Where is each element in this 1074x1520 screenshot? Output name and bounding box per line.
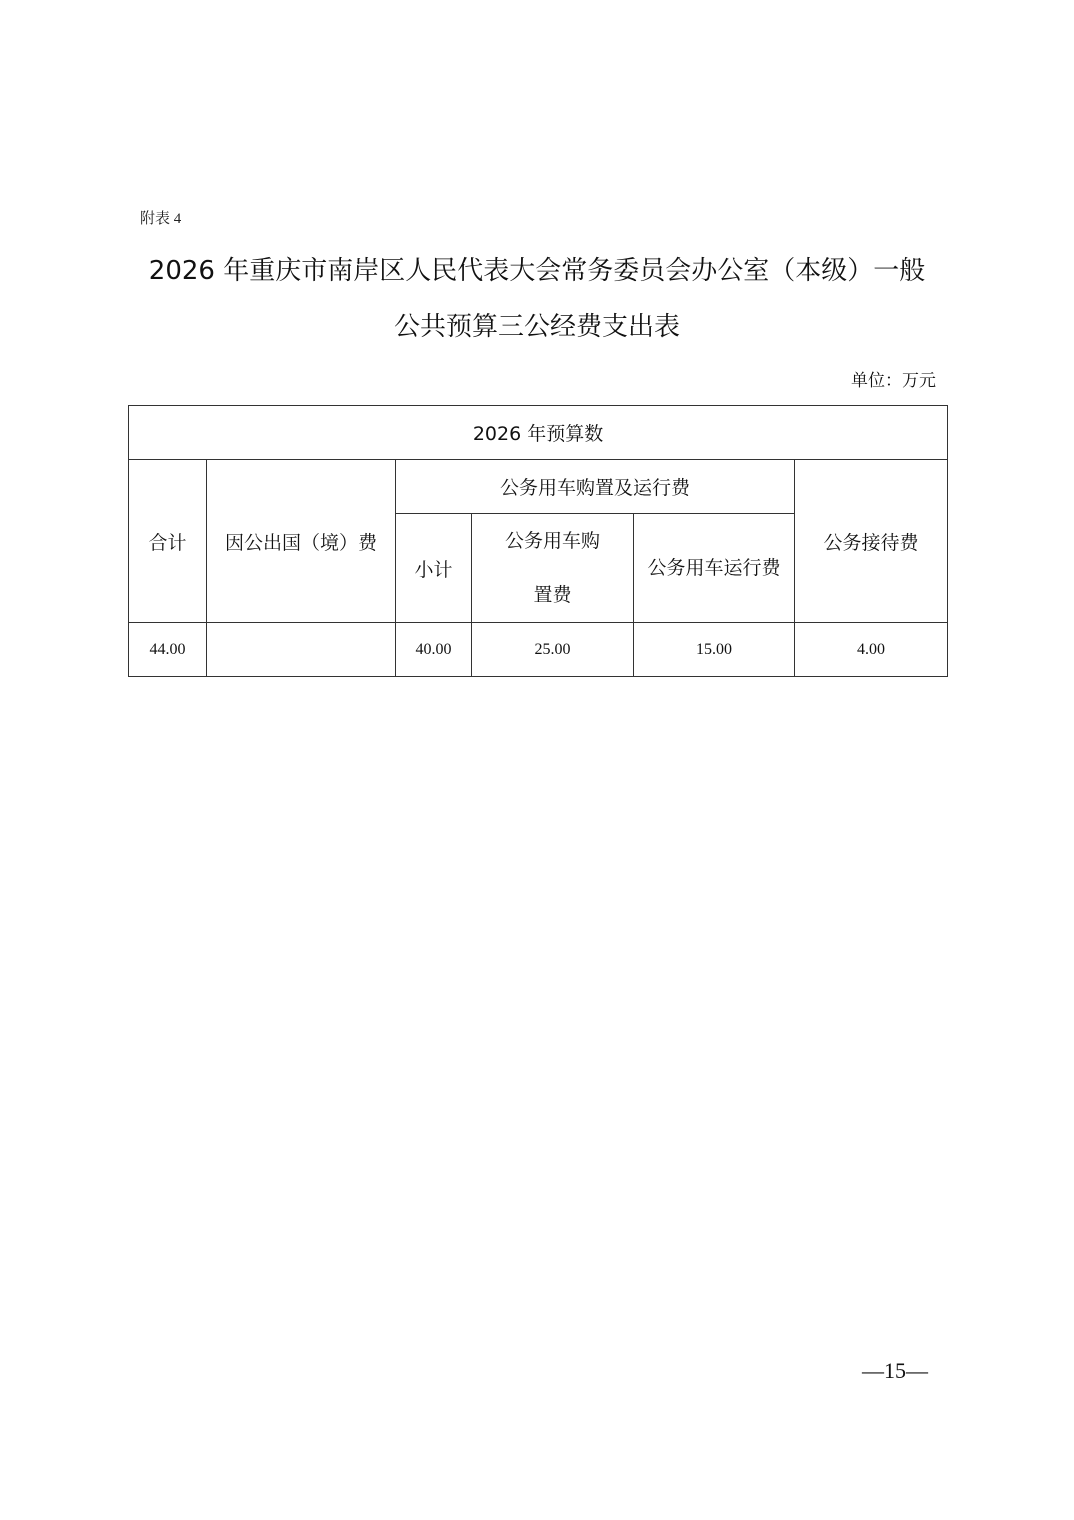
header-vehicle-operation-text: 公务用车运行费 <box>647 557 781 579</box>
table-header-row-1 <box>129 460 948 514</box>
header-subtotal: 小计 <box>396 514 472 623</box>
header-vehicle-purchase-text: 公务用车购置费 <box>504 530 600 606</box>
header-vehicle-purchase <box>472 514 634 623</box>
budget-table <box>128 405 948 677</box>
header-reception: 公务接待费 <box>795 460 948 623</box>
table-row <box>129 623 948 677</box>
header-budget-year: 2026 年预算数 <box>129 406 948 460</box>
attachment-label: 附表 4 <box>140 211 182 227</box>
header-vehicle-group: 公务用车购置及运行费 <box>396 460 795 514</box>
cell-total: 44.00 <box>129 623 207 677</box>
cell-vehicle-purchase: 25.00 <box>472 623 634 677</box>
document-title-line-2: 公共预算三公经费支出表 <box>393 312 680 342</box>
cell-reception: 4.00 <box>795 623 948 677</box>
cell-subtotal: 40.00 <box>396 623 472 677</box>
cell-vehicle-operation: 15.00 <box>634 623 795 677</box>
cell-overseas <box>207 623 396 677</box>
unit-label: 单位：万元 <box>851 371 936 391</box>
header-vehicle-operation <box>634 514 795 623</box>
header-overseas: 因公出国（境）费 <box>207 460 396 623</box>
table-header-row-top <box>129 406 948 460</box>
document-title-line-1: 2026 年重庆市南岸区人民代表大会常务委员会办公室（本级）一般 <box>148 256 926 286</box>
header-total: 合计 <box>129 460 207 623</box>
page-number: —15— <box>862 1358 928 1383</box>
